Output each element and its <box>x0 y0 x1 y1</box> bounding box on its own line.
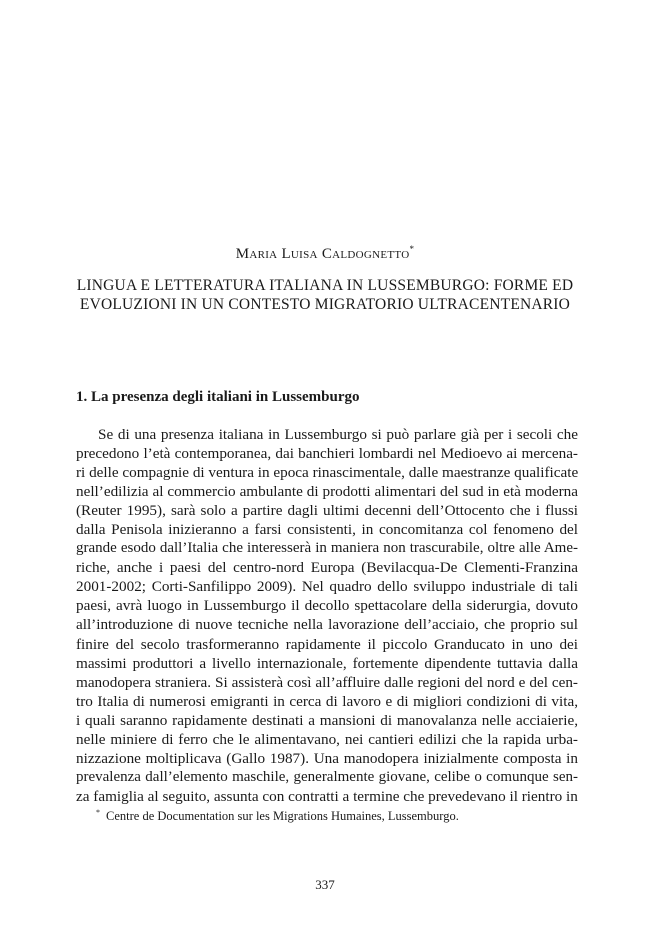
paragraph-line: i quali saranno rapidamente destinati a mansioni di manovalanza nelle acciaierie, <box>76 711 578 729</box>
paragraph-line: nelle miniere di ferro che le alimentavano, nei cantieri edilizi che la rapida urba- <box>76 730 578 748</box>
paragraph-line: manodopera straniera. Si assisterà così all’affluire dalle regioni del nord e del cen- <box>76 673 578 691</box>
paragraph-line: ri delle compagnie di ventura in epoca rinascimentale, dalle maestranze qualificate <box>76 464 579 482</box>
paragraph-line: massimi produttori a livello internazionale, fortemente dipendente tuttavia dalla <box>76 654 578 672</box>
page-number: 337 <box>315 877 335 892</box>
paragraph-line: za famiglia al seguito, assunta con contratti a termine che prevedevano il rientro in <box>76 787 578 805</box>
paragraph-line: precedono l’età contemporanea, dai banchieri lombardi nel Medioevo ai mercena- <box>76 445 578 463</box>
paragraph-line: 2001-2002; Corti-Sanfilippo 2009). Nel quadro dello sviluppo industriale di tali <box>76 578 578 596</box>
author-footnote-marker: * <box>409 244 415 254</box>
article-author <box>0 244 650 263</box>
author-name: Maria Luisa Caldognetto <box>235 246 410 262</box>
paragraph-line: finire del secolo trasformeranno rapidamente il piccolo Granducato in uno dei <box>76 635 578 653</box>
paragraph-line: tro Italia di numerosi emigranti in cerca di lavoro e di migliori condizioni di vita, <box>76 692 578 710</box>
body-paragraph <box>76 425 578 806</box>
title-line: EVOLUZIONI IN UN CONTESTO MIGRATORIO ULTRACENTENARIO <box>79 296 571 313</box>
paragraph-line: prevalenza dall’elemento maschile, generalmente giovane, celibe o comunque sen- <box>76 768 578 785</box>
paragraph-line: nizzazione moltiplicava (Gallo 1987). Una manodopera inizialmente composta in <box>76 749 578 767</box>
paragraph-line: riche, anche i paesi del centro-nord Europa (Bevilacqua-De Clementi-Franzina <box>76 559 578 577</box>
article-title <box>40 276 610 314</box>
paragraph-line: (Reuter 1995), sarà solo a partire dagli ultimi decenni dell’Ottocento che i flussi <box>76 502 578 520</box>
footnote <box>96 808 576 824</box>
paragraph-line: paesi, avrà luogo in Lussemburgo il decollo spettacolare della siderurgia, dovuto <box>76 597 578 615</box>
section-heading: 1. La presenza degli italiani in Lussemburgo <box>76 389 360 405</box>
paragraph-line: Se di una presenza italiana in Lussemburgo si può parlare già per i secoli che <box>98 426 578 443</box>
title-line: LINGUA E LETTERATURA ITALIANA IN LUSSEMBURGO: FORME ED <box>76 277 574 294</box>
paragraph-line: grande esodo dall’Italia che interesserà in maniera non trascurabile, oltre alle Ame- <box>76 540 578 557</box>
paragraph-line: nell’edilizia al commercio ambulante di prodotti alimentari del sud in età moderna <box>76 483 578 501</box>
paragraph-line: dalla Penisola inizieranno a farsi consistenti, in concomitanza col fenomeno del <box>76 521 578 539</box>
paragraph-line: all’introduzione di nuove tecniche nella lavorazione dell’acciaio, che proprio sul <box>76 616 578 634</box>
footnote-marker: * <box>96 808 100 817</box>
footnote-text: Centre de Documentation sur les Migrations Humaines, Lussemburgo. <box>106 809 459 824</box>
